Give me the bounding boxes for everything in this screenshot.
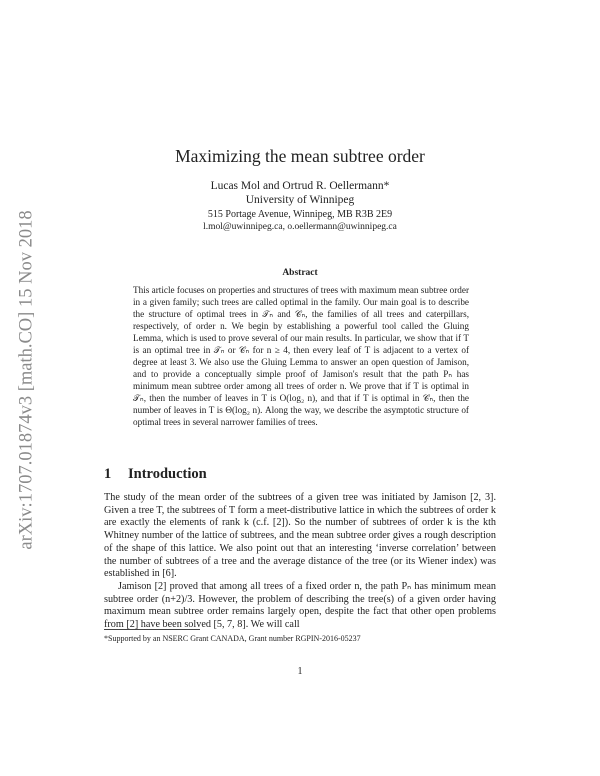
section-number: 1 <box>104 466 112 482</box>
footnote: *Supported by an NSERC Grant CANADA, Grant number RGPIN-2016-05237 <box>104 634 361 643</box>
authors: Lucas Mol and Ortrud R. Oellermann* <box>210 180 390 192</box>
paragraph: Jamison [2] proved that among all trees of a fixed order n, the path Pₙ has minimum mean subtree order (n+2)/3. However, the problem of describing the tree(s) of a given order having maximum mean subtree order remains largely open, despite the fact that other open problems from [2] have been solved [5, 7, 8]. We will call <box>104 580 496 631</box>
section-heading <box>104 466 207 483</box>
abstract-text: This article focuses on properties and structures of trees with maximum mean subtree order in a given family; such trees are called optimal in the family. Our main goal is to describe the structure of optimal trees in 𝒯ₙ and 𝒞ₙ, the families of all trees and caterpillars, respectively, of order n. We begin by establishing a powerful tool called the Gluing Lemma, which is used to prove several of our main results. In particular, we show that if T is an optimal tree in 𝒯ₙ or 𝒞ₙ for n ≥ 4, then every leaf of T is adjacent to a vertex of degree at least 3. We also use the Gluing Lemma to answer an open question of Jamison, and to provide a conceptually simple proof of Jamison's result that the path Pₙ has minimum mean subtree order among all trees of order n. We prove that if T is optimal in 𝒯ₙ, then the number of leaves in T is O(log₂ n), and that if T is optimal in 𝒞ₙ, then the number of leaves in T is Θ(log₂ n). Along the way, we describe the asymptotic structure of optimal trees in several narrower families of trees. <box>133 285 470 427</box>
body-text <box>104 492 496 632</box>
address: 515 Portage Avenue, Winnipeg, MB R3B 2E9 <box>207 209 393 220</box>
paragraph: The study of the mean order of the subtrees of a given tree was initiated by Jamison [2, 3]. Given a tree T, the subtrees of T form a meet-distributive lattice in which the subtrees of order k are exactly the elements of rank k (c.f. [2]). So the number of subtrees of order k is the kth Whitney number of the lattice of subtrees, and the mean subtree order gives a rough description of the shape of this lattice. We also point out that an interesting ‘inverse correlation’ between the number of subtrees of a tree and the average distance of the tree (or its Wiener index) was established in [6]. <box>104 492 496 580</box>
paper-title: Maximizing the mean subtree order <box>175 146 425 166</box>
section-title: Introduction <box>128 466 207 482</box>
affiliation: University of Winnipeg <box>245 194 355 206</box>
emails: l.mol@uwinnipeg.ca, o.oellermann@uwinnipeg.ca <box>203 222 397 232</box>
footnote-rule <box>104 629 200 630</box>
arxiv-identifier-text: arXiv:1707.01874v3 [math.CO] 15 Nov 2018 <box>16 210 37 550</box>
abstract-heading: Abstract <box>282 268 318 278</box>
arxiv-identifier <box>10 180 44 580</box>
page-number: 1 <box>297 666 303 677</box>
